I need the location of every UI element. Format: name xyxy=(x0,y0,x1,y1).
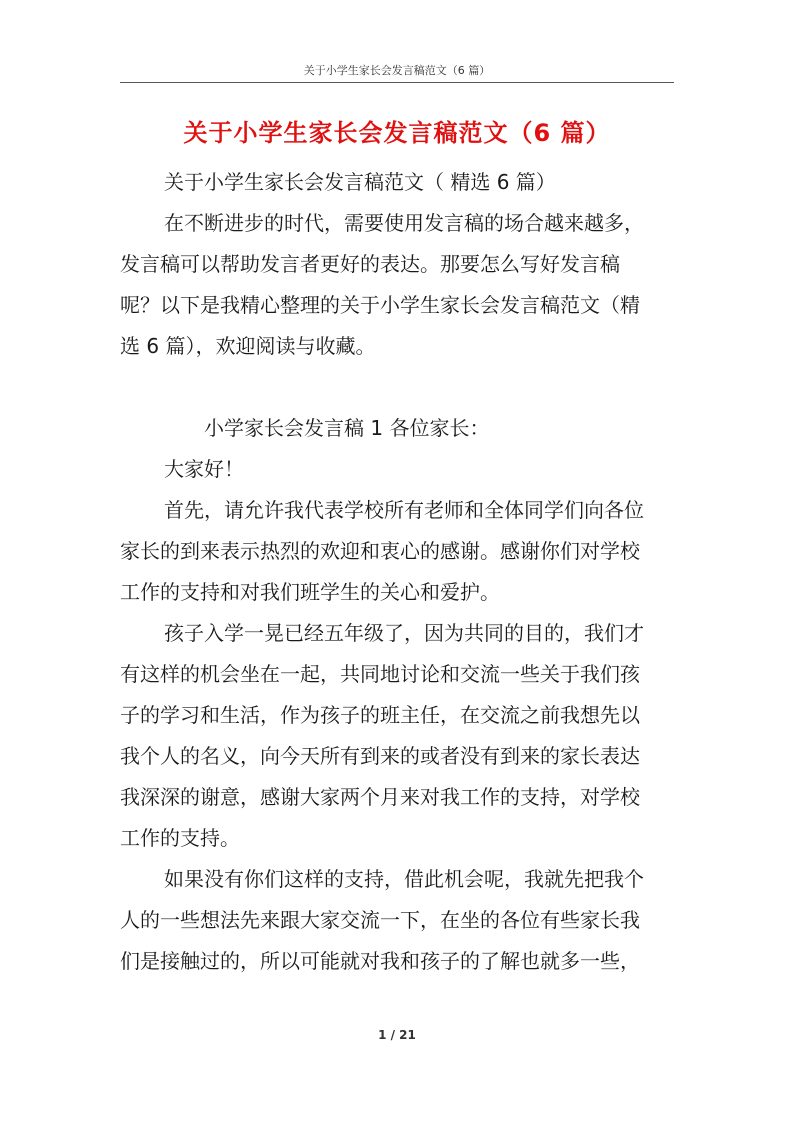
paragraph-line: 我个人的名义，向今天所有到来的或者没有到来的家长表达 xyxy=(120,744,640,768)
speech-paragraph-2 xyxy=(120,613,676,859)
paragraph-line: 工作的支持。 xyxy=(120,826,240,850)
document-body xyxy=(120,162,676,982)
paragraph-line: 我深深的谢意，感谢大家两个月来对我工作的支持，对学校 xyxy=(120,785,640,809)
section-gap xyxy=(120,367,676,408)
intro-subtitle: 关于小学生家长会发言稿范文（ 精选 6 篇） xyxy=(164,170,556,194)
speech-paragraph-1 xyxy=(120,490,676,613)
intro-paragraph xyxy=(120,203,676,367)
intro-line: 选 6 篇），欢迎阅读与收藏。 xyxy=(120,334,376,358)
paragraph-line: 家长的到来表示热烈的欢迎和衷心的感谢。感谢你们对学校 xyxy=(120,539,640,563)
intro-line: 发言稿可以帮助发言者更好的表达。那要怎么写好发言稿 xyxy=(120,252,620,276)
paragraph-line: 人的一些想法先来跟大家交流一下，在坐的各位有些家长我 xyxy=(120,908,640,932)
speech-greeting: 大家好！ xyxy=(164,457,244,481)
paragraph-line: 工作的支持和对我们班学生的关心和爱护。 xyxy=(120,580,500,604)
running-header: 关于小学生家长会发言稿范文（6 篇） xyxy=(303,64,491,77)
speech-heading: 小学家长会发言稿 1 各位家长： xyxy=(204,416,490,440)
header-rule xyxy=(120,82,674,83)
paragraph-line: 首先，请允许我代表学校所有老师和全体同学们向各位 xyxy=(164,498,644,522)
paragraph-line: 子的学习和生活，作为孩子的班主任，在交流之前我想先以 xyxy=(120,703,640,727)
paragraph-line: 如果没有你们这样的支持，借此机会呢，我就先把我个 xyxy=(164,867,644,891)
document-title: 关于小学生家长会发言稿范文（6 篇） xyxy=(183,119,611,147)
page-number: 1 / 21 xyxy=(378,1028,416,1042)
paragraph-line: 们是接触过的，所以可能就对我和孩子的了解也就多一些， xyxy=(120,949,640,973)
paragraph-line: 有这样的机会坐在一起，共同地讨论和交流一些关于我们孩 xyxy=(120,662,640,686)
paragraph-line: 孩子入学一晃已经五年级了，因为共同的目的，我们才 xyxy=(164,621,644,645)
intro-line: 在不断进步的时代，需要使用发言稿的场合越来越多， xyxy=(164,211,644,235)
intro-line: 呢？以下是我精心整理的关于小学生家长会发言稿范文（精 xyxy=(120,293,640,317)
speech-paragraph-3 xyxy=(120,859,676,982)
